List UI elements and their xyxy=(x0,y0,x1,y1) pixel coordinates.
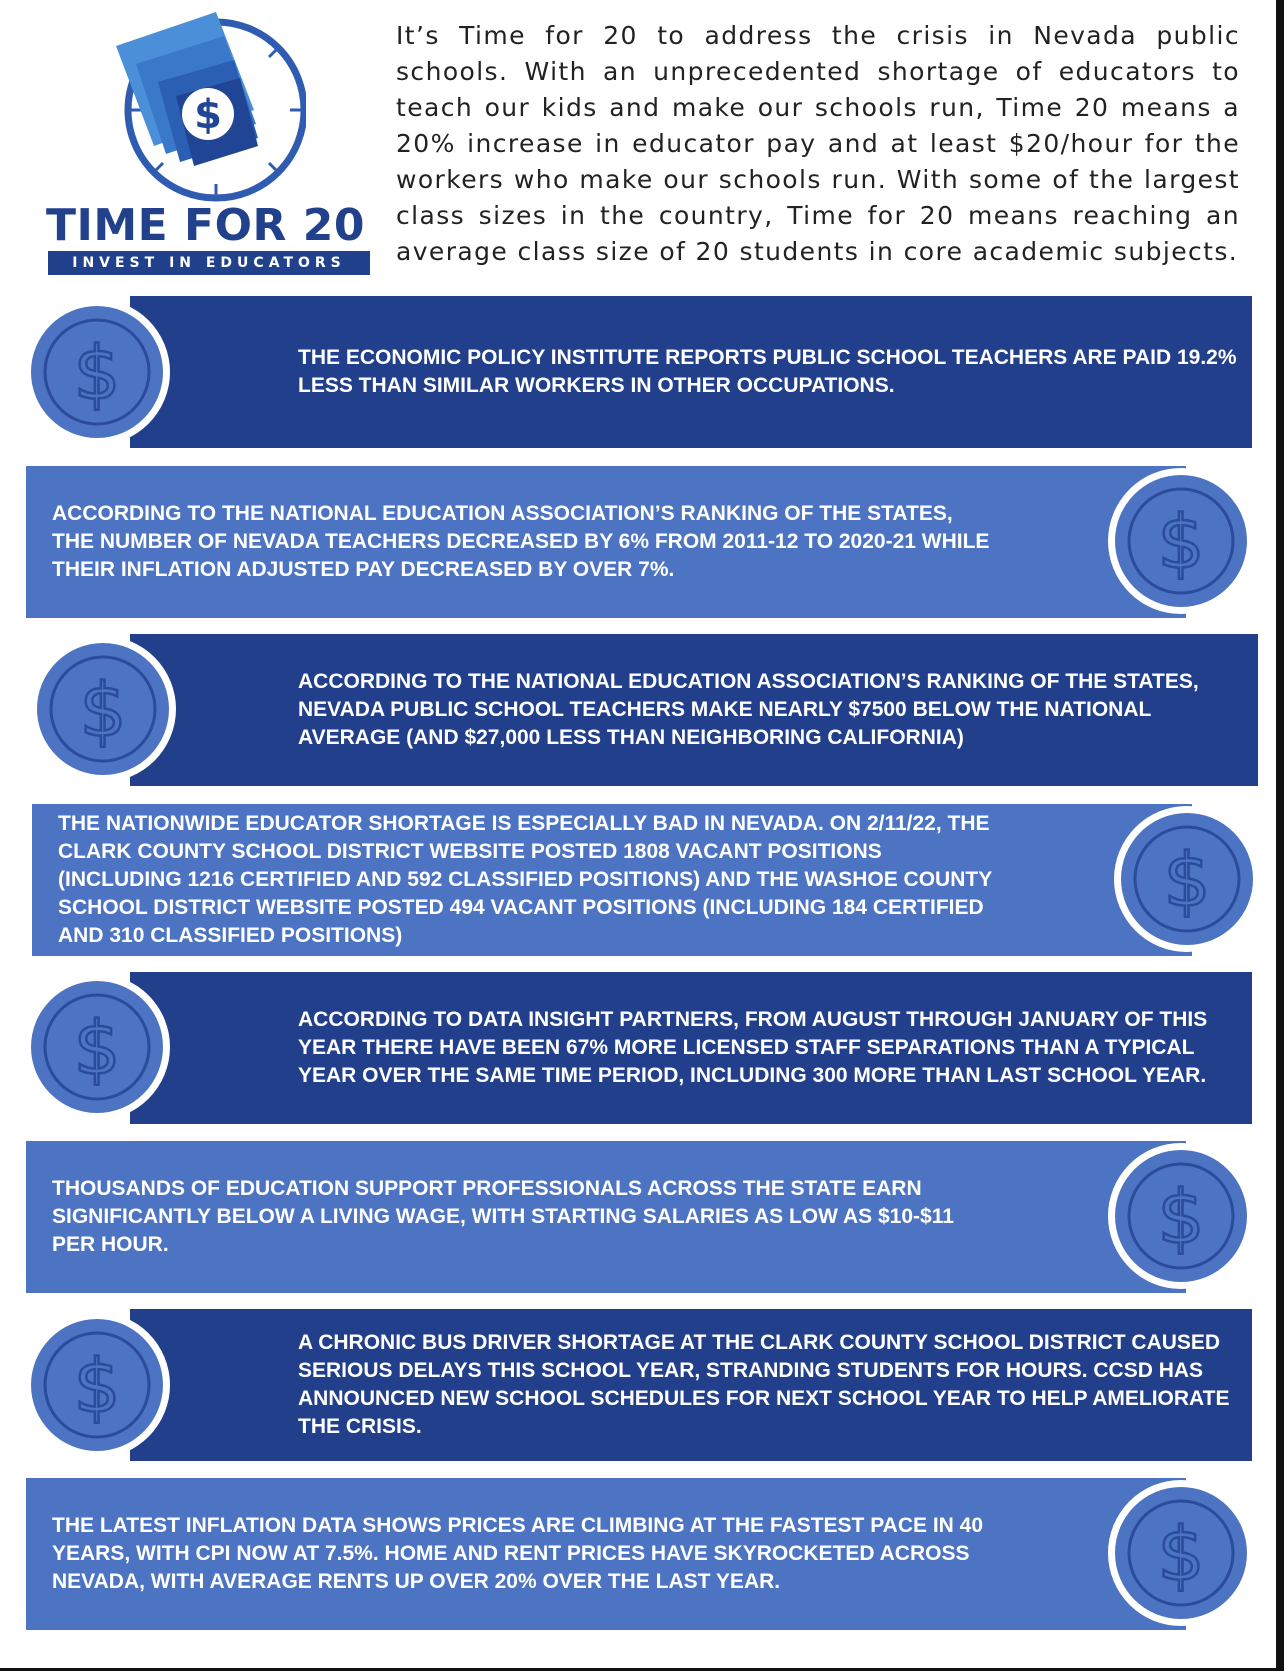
dollar-coin-icon xyxy=(1106,1141,1256,1291)
dollar-coin-icon xyxy=(1106,466,1256,616)
dollar-coin-icon xyxy=(22,1310,172,1460)
dollar-sign-icon: $ xyxy=(194,92,222,138)
intro-paragraph: It’s Time for 20 to address the crisis in Nevada public schools. With an unprecedented shortage of educators to teach our kids and make our schools run, Time 20 means a 20% increase in educator pay and at least $20/hour for the workers who make our schools run. With some of the largest class sizes in the country, Time for 20 means reaching an average class size of 20 students in core academic subjects. xyxy=(396,21,1240,266)
time-for-20-logo xyxy=(46,6,376,271)
svg-text:$: $ xyxy=(73,1344,121,1430)
fact-text-5: ACCORDING TO DATA INSIGHT PARTNERS, FROM AUGUST THROUGH JANUARY OF THIS YEAR THERE HAVE BEEN 67% MORE LICENSED STAFF SEPARATIONS THAN A TYPICAL YEAR OVER THE SAME TIME PERIOD, INCLUDING 300 MORE THAN LAST SCHOOL YEAR. xyxy=(298,1008,1208,1087)
dollar-coin-icon xyxy=(22,972,172,1122)
svg-text:$: $ xyxy=(73,331,121,417)
fact-text-7: A CHRONIC BUS DRIVER SHORTAGE AT THE CLARK COUNTY SCHOOL DISTRICT CAUSED SERIOUS DELAYS THIS SCHOOL YEAR, STRANDING STUDENTS FOR HOURS. CCSD HAS ANNOUNCED NEW SCHOOL SCHEDULES FOR NEXT SCHOOL YEAR TO HELP AMELIORATE THE CRISIS. xyxy=(298,1331,1230,1438)
fact-banner-8 xyxy=(26,1478,1186,1630)
svg-text:$: $ xyxy=(79,668,127,754)
svg-text:$: $ xyxy=(1163,838,1211,924)
fact-text-3: ACCORDING TO THE NATIONAL EDUCATION ASSOCIATION’S RANKING OF THE STATES, NEVADA PUBLIC SCHOOL TEACHERS MAKE NEARLY $7500 BELOW THE NATIONAL AVERAGE (AND $27,000 LESS THAN NEIGHBORING CALIFORNIA) xyxy=(298,670,1199,749)
dollar-coin-icon xyxy=(22,297,172,447)
fact-banner-3 xyxy=(130,634,1258,786)
fact-banner-1 xyxy=(130,296,1252,448)
fact-banner-5 xyxy=(130,972,1252,1124)
fact-banner-4 xyxy=(32,804,1192,956)
dollar-coin-icon xyxy=(1106,1478,1256,1628)
logo-title: TIME FOR 20 xyxy=(46,200,365,251)
fact-text-4: THE NATIONWIDE EDUCATOR SHORTAGE IS ESPECIALLY BAD IN NEVADA. ON 2/11/22, THE CLARK COUNTY SCHOOL DISTRICT WEBSITE POSTED 1808 VACANT POSITIONS (INCLUDING 1216 CERTIFIED AND 592 CLASSIFIED POSITIONS) AND THE WASHOE COUNTY SCHOOL DISTRICT WEBSITE POSTED 494 VACANT POSITIONS (INCLUDING 184 CERTIFIED AND 310 CLASSIFIED POSITIONS) xyxy=(58,812,992,947)
logo-tagline: INVEST IN EDUCATORS xyxy=(48,251,370,275)
svg-text:$: $ xyxy=(1157,1175,1205,1261)
money-clock-icon xyxy=(106,6,306,206)
svg-text:$: $ xyxy=(73,1006,121,1092)
dollar-coin-icon xyxy=(1112,804,1262,954)
fact-text-1: THE ECONOMIC POLICY INSTITUTE REPORTS PUBLIC SCHOOL TEACHERS ARE PAID 19.2% LESS THAN SIMILAR WORKERS IN OTHER OCCUPATIONS. xyxy=(298,346,1237,397)
fact-banner-7 xyxy=(130,1309,1252,1461)
fact-banner-2 xyxy=(26,466,1186,618)
fact-text-2: ACCORDING TO THE NATIONAL EDUCATION ASSOCIATION’S RANKING OF THE STATES, THE NUMBER OF NEVADA TEACHERS DECREASED BY 6% FROM 2011-12 TO 2020-21 WHILE THEIR INFLATION ADJUSTED PAY DECREASED BY OVER 7%. xyxy=(52,502,990,581)
fact-text-6: THOUSANDS OF EDUCATION SUPPORT PROFESSIONALS ACROSS THE STATE EARN SIGNIFICANTLY BELOW A LIVING WAGE, WITH STARTING SALARIES AS LOW AS $10-$11 PER HOUR. xyxy=(52,1177,954,1256)
fact-text-8: THE LATEST INFLATION DATA SHOWS PRICES ARE CLIMBING AT THE FASTEST PACE IN 40 YEARS, WITH CPI NOW AT 7.5%. HOME AND RENT PRICES HAVE SKYROCKETED ACROSS NEVADA, WITH AVERAGE RENTS UP OVER 20% OVER THE LAST YEAR. xyxy=(52,1514,984,1593)
svg-text:$: $ xyxy=(1157,1512,1205,1598)
svg-text:$: $ xyxy=(1157,500,1205,586)
fact-banner-6 xyxy=(26,1141,1186,1293)
dollar-coin-icon xyxy=(28,634,178,784)
